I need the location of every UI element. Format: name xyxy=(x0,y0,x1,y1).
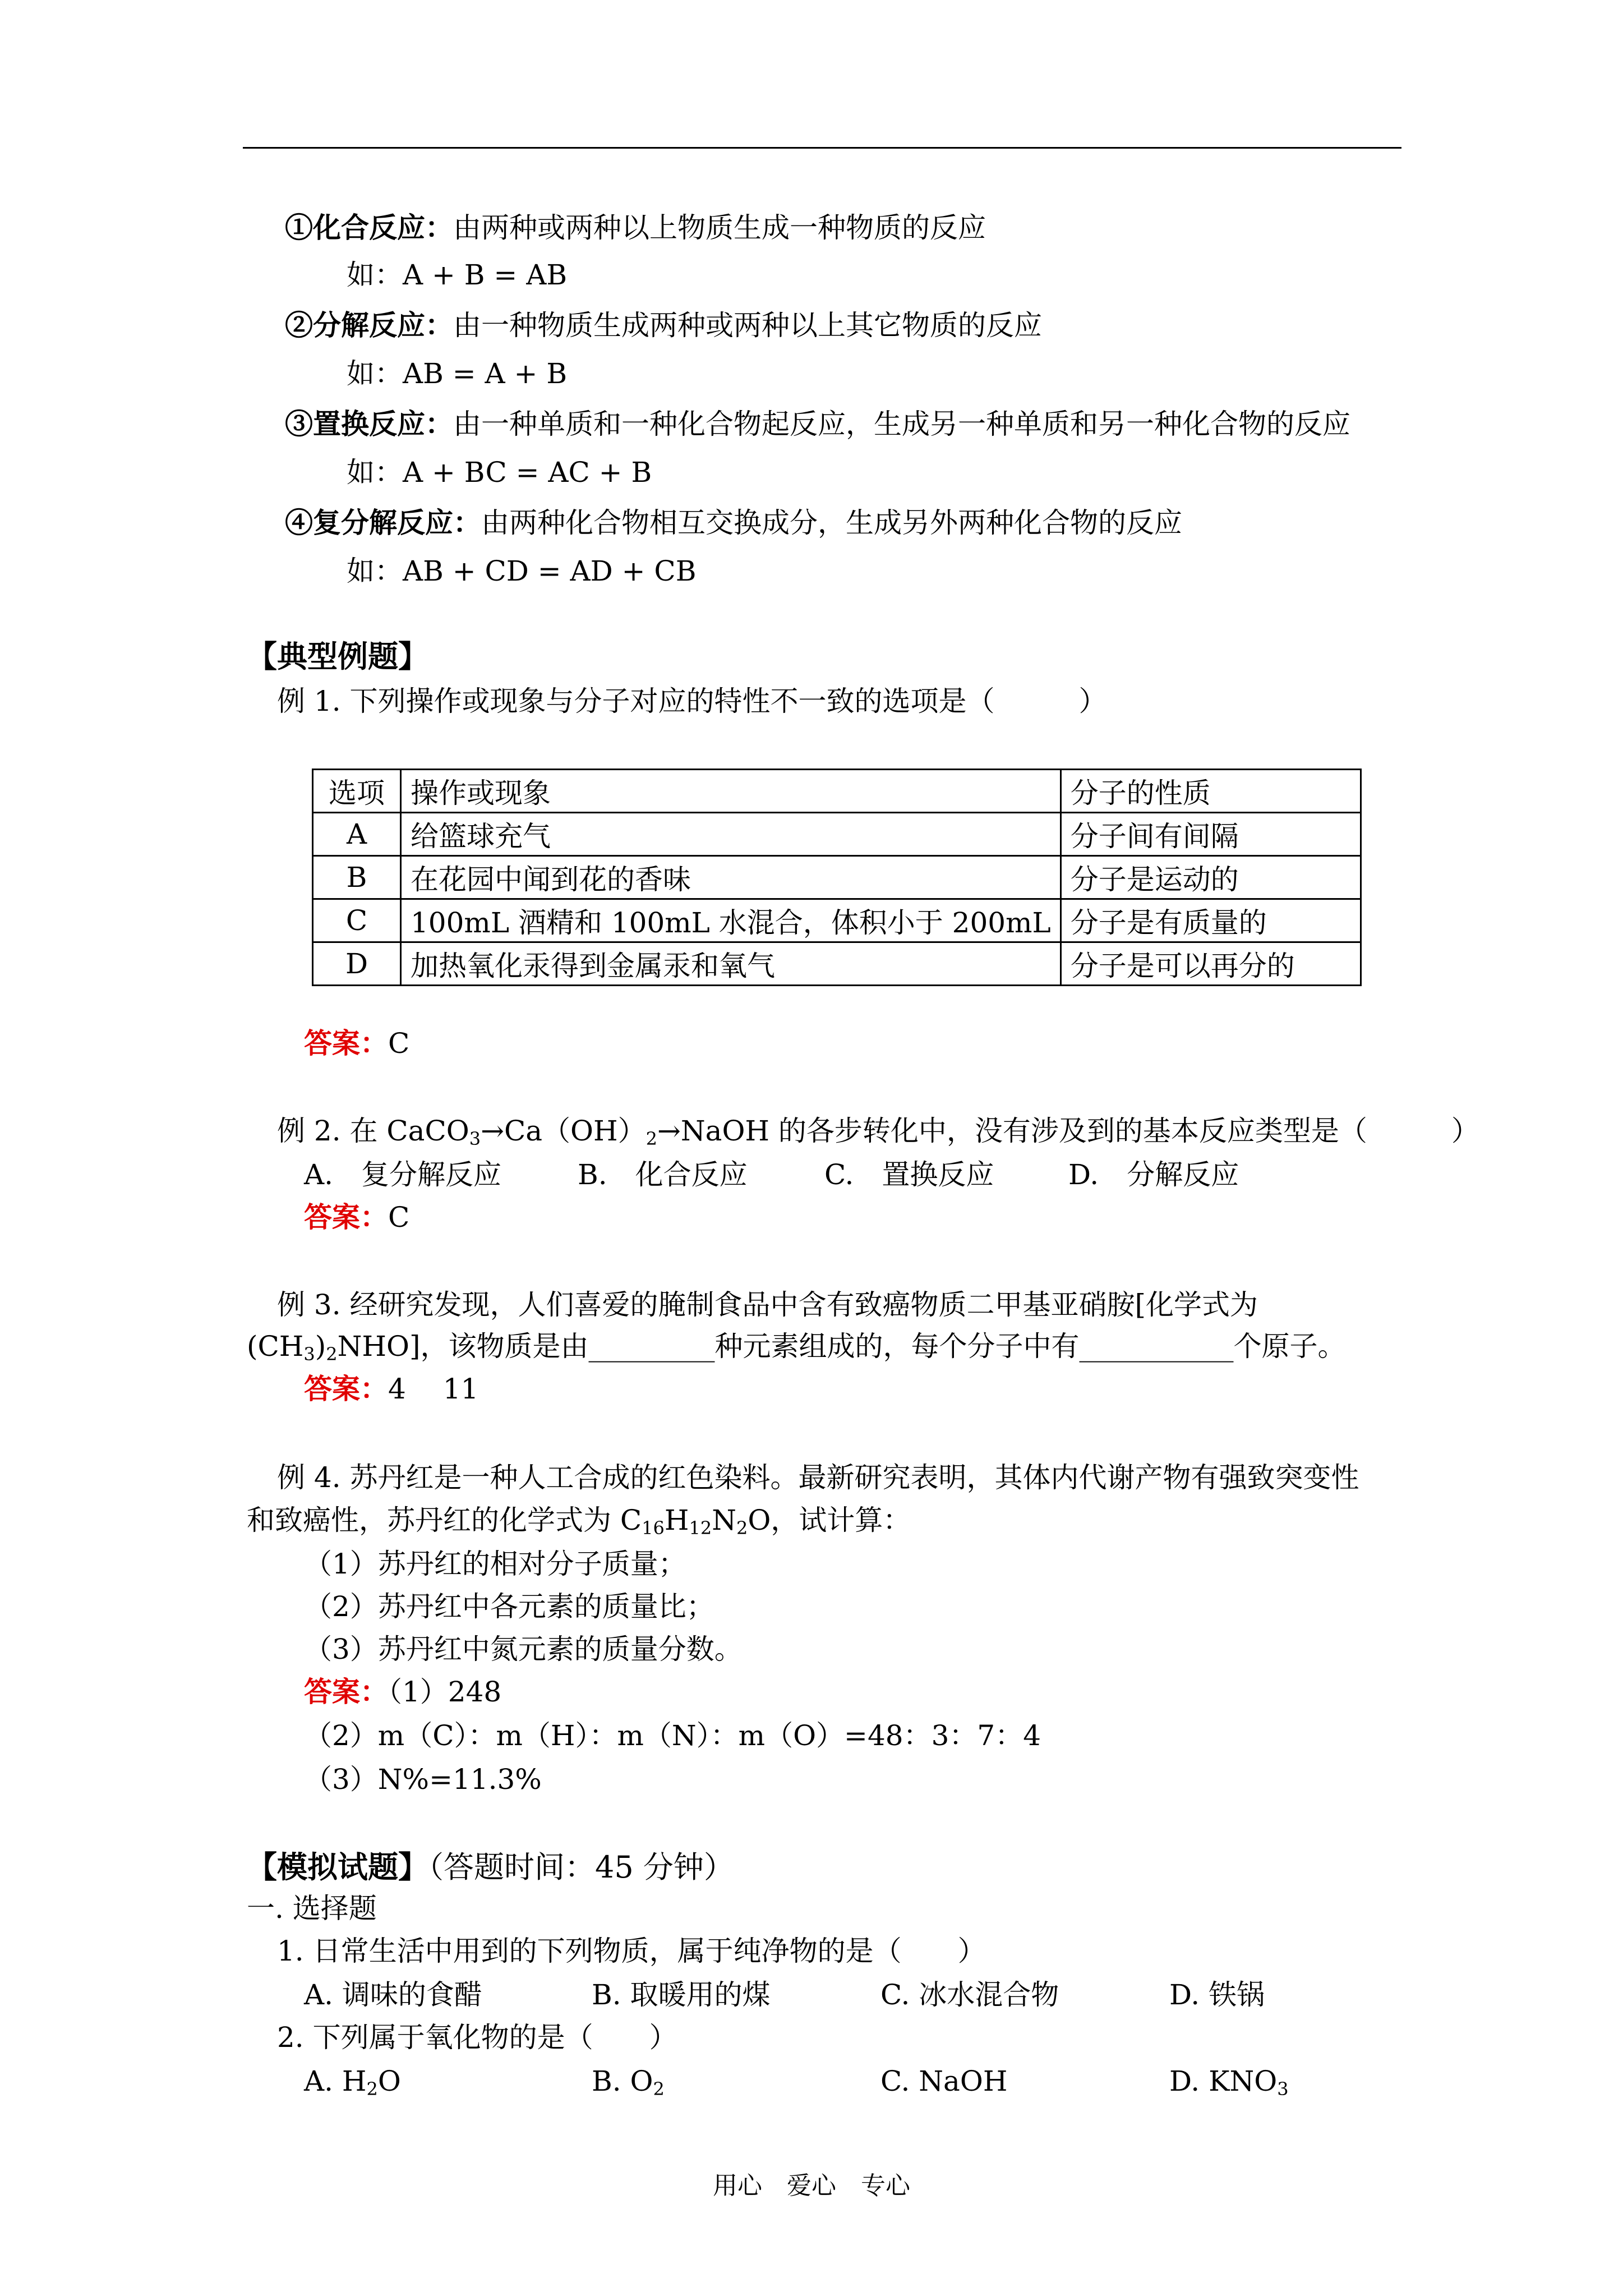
ex4-answer-2: （2）m（C）：m（H）：m（N）：m（O）=48：3：7：4 xyxy=(304,1719,1041,1752)
ex2-q-sub: 3 xyxy=(469,1128,481,1149)
mock-heading-line xyxy=(247,1850,734,1884)
ex2-q-sub: 2 xyxy=(645,1128,657,1149)
reaction-1 xyxy=(285,211,986,245)
table-header-cell: 分子的性质 xyxy=(1061,770,1361,813)
ex4-answer-3: （3）N%=11.3% xyxy=(304,1763,542,1796)
ex3-question-line1: 例 3. 经研究发现，人们喜爱的腌制食品中含有致癌物质二甲基亚硝胺[化学式为 xyxy=(277,1289,1258,1321)
mock-q2-option-a xyxy=(304,2064,401,2098)
reaction-4-example: 如：AB + CD = AD + CB xyxy=(347,555,697,587)
mock-q1-option-a: A. 调味的食醋 xyxy=(304,1978,482,2011)
reaction-3-example: 如：A + BC = AC + B xyxy=(347,456,652,489)
option-text: A. H xyxy=(304,2065,367,2097)
option-text: D. KNO xyxy=(1169,2065,1278,2097)
reaction-1-desc: 由两种或两种以上物质生成一种物质的反应 xyxy=(453,211,986,244)
ex1-question: 例 1. 下列操作或现象与分子对应的特性不一致的选项是（ ） xyxy=(277,685,1107,717)
reaction-2 xyxy=(285,309,1042,342)
typical-heading: 【典型例题】 xyxy=(247,638,428,674)
ex4-q-sub: 16 xyxy=(642,1517,665,1539)
ex1-table xyxy=(312,769,1362,986)
table-header-cell: 操作或现象 xyxy=(401,770,1061,813)
reaction-1-name: ①化合反应： xyxy=(285,211,453,244)
reaction-4-desc: 由两种化合物相互交换成分，生成另外两种化合物的反应 xyxy=(481,507,1182,539)
answer-label: 答案： xyxy=(304,1027,388,1060)
ex4-q-part: 和致癌性，苏丹红的化学式为 C xyxy=(247,1504,642,1536)
table-cell: B xyxy=(313,856,401,899)
reaction-2-desc: 由一种物质生成两种或两种以上其它物质的反应 xyxy=(453,309,1042,342)
ex3-answer xyxy=(304,1372,478,1406)
answer-label: 答案： xyxy=(304,1675,388,1708)
ex4-q-part: N xyxy=(712,1504,736,1536)
ex2-option-d: D. 分解反应 xyxy=(1068,1158,1239,1191)
ex2-q-part: →Ca（OH） xyxy=(481,1115,646,1147)
ex4-q-sub: 2 xyxy=(736,1517,748,1539)
ex4-q-part: H xyxy=(664,1504,689,1536)
table-cell: A xyxy=(313,813,401,856)
reaction-3 xyxy=(285,407,1350,441)
table-row xyxy=(313,813,1361,856)
reaction-2-example: 如：AB = A + B xyxy=(347,357,568,390)
ex2-q-part: 例 2. 在 CaCO xyxy=(277,1115,469,1147)
ex4-item-1: （1）苏丹红的相对分子质量； xyxy=(304,1548,686,1580)
ex4-question-line2 xyxy=(247,1503,911,1537)
ex3-q-sub: 3 xyxy=(303,1343,315,1365)
table-cell: 分子是可以再分的 xyxy=(1061,942,1361,986)
ex2-q-part: →NaOH 的各步转化中，没有涉及到的基本反应类型是（ ） xyxy=(657,1115,1479,1147)
table-cell: C xyxy=(313,899,401,942)
mock-q1: 1. 日常生活中用到的下列物质，属于纯净物的是（ ） xyxy=(277,1935,986,1967)
ex3-question-line2 xyxy=(247,1329,1345,1363)
option-text: O xyxy=(377,2065,401,2097)
ex2-answer-value: C xyxy=(388,1201,410,1234)
table-cell: 分子间有间隔 xyxy=(1061,813,1361,856)
option-sub: 2 xyxy=(366,2078,378,2100)
table-header-cell: 选项 xyxy=(313,770,401,813)
ex3-q-part: (CH xyxy=(247,1330,304,1363)
ex4-question-line1: 例 4. 苏丹红是一种人工合成的红色染料。最新研究表明，其体内代谢产物有强致突变性 xyxy=(277,1461,1359,1494)
reaction-3-name: ③置换反应： xyxy=(285,407,453,440)
reaction-4 xyxy=(285,506,1182,540)
ex4-q-part: O，试计算： xyxy=(748,1504,911,1536)
header-rule xyxy=(243,147,1401,149)
table-cell: 给篮球充气 xyxy=(401,813,1061,856)
option-sub: 2 xyxy=(653,2078,665,2100)
table-cell: 在花园中闻到花的香味 xyxy=(401,856,1061,899)
mock-q1-option-b: B. 取暖用的煤 xyxy=(592,1978,771,2011)
ex3-q-part: ) xyxy=(315,1330,326,1363)
reaction-2-name: ②分解反应： xyxy=(285,309,453,342)
answer-label: 答案： xyxy=(304,1372,388,1405)
table-cell: 分子是有质量的 xyxy=(1061,899,1361,942)
table-row xyxy=(313,899,1361,942)
ex4-q-sub: 12 xyxy=(689,1517,712,1539)
table-cell: 分子是运动的 xyxy=(1061,856,1361,899)
mock-heading: 【模拟试题】 xyxy=(247,1849,428,1885)
ex4-answer-1 xyxy=(304,1675,501,1709)
ex1-answer-value: C xyxy=(388,1027,410,1060)
ex2-option-b: B. 化合反应 xyxy=(578,1158,748,1191)
answer-label: 答案： xyxy=(304,1200,388,1234)
ex3-q-part: NHO]，该物质是由_________种元素组成的，每个分子中有___________个原子。 xyxy=(337,1330,1346,1363)
table-cell: 100mL 酒精和 100mL 水混合，体积小于 200mL xyxy=(401,899,1061,942)
ex3-q-sub: 2 xyxy=(326,1343,338,1365)
table-row xyxy=(313,942,1361,986)
mock-time: （答题时间：45 分钟） xyxy=(428,1849,734,1885)
mock-section: 一. 选择题 xyxy=(247,1892,377,1925)
mock-q2-option-b xyxy=(592,2064,665,2098)
table-cell: 加热氧化汞得到金属汞和氧气 xyxy=(401,942,1061,986)
ex2-option-a: A. 复分解反应 xyxy=(304,1158,502,1191)
reaction-3-desc: 由一种单质和一种化合物起反应，生成另一种单质和另一种化合物的反应 xyxy=(453,408,1350,440)
mock-q2-option-c: C. NaOH xyxy=(880,2065,1008,2097)
mock-q1-option-c: C. 冰水混合物 xyxy=(880,1978,1059,2011)
reaction-1-example: 如：A + B = AB xyxy=(347,259,568,291)
option-text: B. O xyxy=(592,2065,653,2097)
mock-q2-option-d xyxy=(1169,2064,1289,2098)
table-header-row xyxy=(313,770,1361,813)
option-sub: 3 xyxy=(1277,2078,1289,2100)
ex4-item-3: （3）苏丹红中氮元素的质量分数。 xyxy=(304,1633,743,1665)
page-footer: 用心 爱心 专心 xyxy=(713,2171,910,2200)
ex4-answer-value: （1）248 xyxy=(388,1676,502,1708)
mock-q2: 2. 下列属于氧化物的是（ ） xyxy=(277,2021,677,2054)
table-row xyxy=(313,856,1361,899)
reaction-4-name: ④复分解反应： xyxy=(285,506,481,539)
ex3-answer-value: 4 11 xyxy=(388,1373,479,1405)
ex2-question xyxy=(277,1114,1479,1148)
table-cell: D xyxy=(313,942,401,986)
mock-q1-option-d: D. 铁锅 xyxy=(1169,1978,1265,2011)
ex2-answer xyxy=(304,1200,409,1234)
ex1-answer xyxy=(304,1027,409,1060)
ex2-option-c: C. 置换反应 xyxy=(824,1158,994,1191)
ex4-item-2: （2）苏丹红中各元素的质量比； xyxy=(304,1590,714,1623)
